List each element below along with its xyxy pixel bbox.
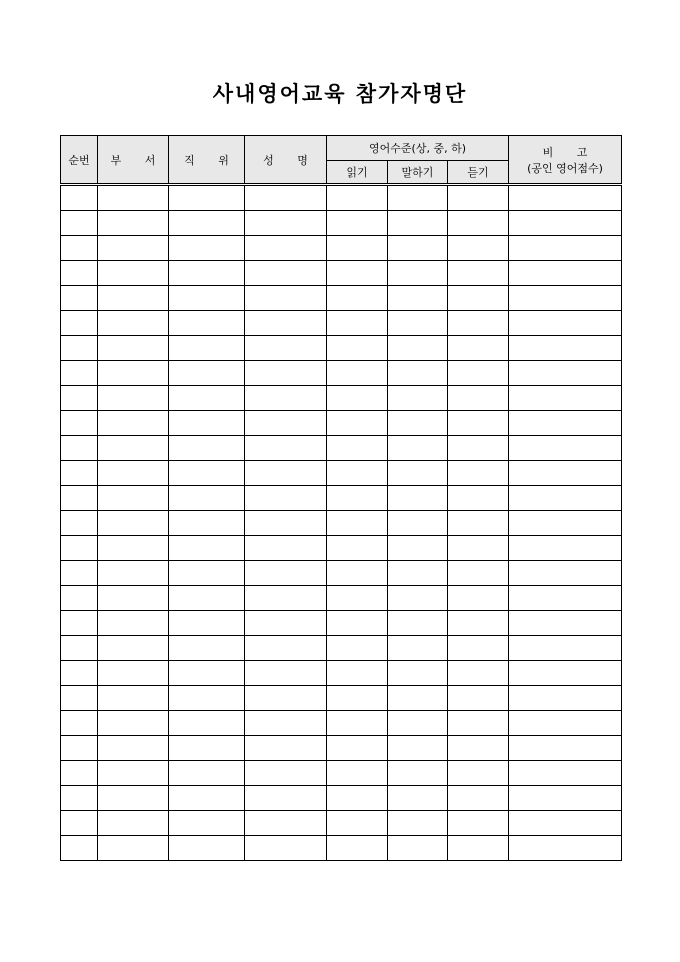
cell-name[interactable] — [245, 311, 327, 336]
cell-remarks[interactable] — [509, 836, 622, 861]
cell-name[interactable] — [245, 236, 327, 261]
cell-no[interactable] — [61, 185, 98, 211]
header-department — [98, 136, 169, 185]
header-position — [169, 136, 245, 185]
cell-position[interactable] — [169, 786, 245, 811]
cell-remarks[interactable] — [509, 286, 622, 311]
cell-remarks[interactable] — [509, 636, 622, 661]
cell-reading[interactable] — [327, 436, 388, 461]
table-row — [61, 661, 622, 686]
cell-listening[interactable] — [448, 336, 509, 361]
cell-remarks[interactable] — [509, 436, 622, 461]
cell-speaking[interactable] — [388, 611, 448, 636]
cell-remarks[interactable] — [509, 311, 622, 336]
cell-no[interactable] — [61, 736, 98, 761]
cell-name[interactable] — [245, 686, 327, 711]
table-row — [61, 586, 622, 611]
header-speaking: 말하기 — [388, 161, 448, 185]
cell-listening[interactable] — [448, 686, 509, 711]
cell-reading[interactable] — [327, 536, 388, 561]
cell-remarks[interactable] — [509, 185, 622, 211]
table-row — [61, 611, 622, 636]
cell-speaking[interactable] — [388, 261, 448, 286]
cell-reading[interactable] — [327, 661, 388, 686]
cell-no[interactable] — [61, 461, 98, 486]
cell-position[interactable] — [169, 736, 245, 761]
cell-reading[interactable] — [327, 736, 388, 761]
cell-remarks[interactable] — [509, 561, 622, 586]
table-row — [61, 811, 622, 836]
cell-department[interactable] — [98, 236, 169, 261]
cell-name[interactable] — [245, 361, 327, 386]
cell-speaking[interactable] — [388, 586, 448, 611]
cell-department[interactable] — [98, 361, 169, 386]
cell-no[interactable] — [61, 561, 98, 586]
table-row — [61, 536, 622, 561]
cell-position[interactable] — [169, 461, 245, 486]
cell-name[interactable] — [245, 661, 327, 686]
cell-listening[interactable] — [448, 211, 509, 236]
cell-name[interactable] — [245, 411, 327, 436]
cell-department[interactable] — [98, 436, 169, 461]
cell-no[interactable] — [61, 586, 98, 611]
cell-listening[interactable] — [448, 486, 509, 511]
cell-position[interactable] — [169, 836, 245, 861]
cell-position[interactable] — [169, 336, 245, 361]
table-row — [61, 636, 622, 661]
cell-reading[interactable] — [327, 511, 388, 536]
cell-speaking[interactable] — [388, 636, 448, 661]
cell-department[interactable] — [98, 286, 169, 311]
cell-name[interactable] — [245, 586, 327, 611]
cell-no[interactable] — [61, 511, 98, 536]
cell-no[interactable] — [61, 411, 98, 436]
cell-department[interactable] — [98, 311, 169, 336]
cell-position[interactable] — [169, 811, 245, 836]
cell-department[interactable] — [98, 211, 169, 236]
cell-department[interactable] — [98, 636, 169, 661]
table-row — [61, 786, 622, 811]
cell-speaking[interactable] — [388, 185, 448, 211]
cell-name[interactable] — [245, 536, 327, 561]
cell-speaking[interactable] — [388, 561, 448, 586]
cell-no[interactable] — [61, 311, 98, 336]
cell-name[interactable] — [245, 386, 327, 411]
cell-position[interactable] — [169, 611, 245, 636]
table-row — [61, 511, 622, 536]
cell-remarks[interactable] — [509, 261, 622, 286]
cell-reading[interactable] — [327, 811, 388, 836]
cell-speaking[interactable] — [388, 511, 448, 536]
cell-position[interactable] — [169, 386, 245, 411]
cell-listening[interactable] — [448, 536, 509, 561]
header-remarks — [509, 136, 622, 185]
cell-position[interactable] — [169, 436, 245, 461]
cell-reading[interactable] — [327, 286, 388, 311]
cell-no[interactable] — [61, 686, 98, 711]
cell-reading[interactable] — [327, 411, 388, 436]
participant-table — [60, 135, 622, 861]
cell-reading[interactable] — [327, 686, 388, 711]
cell-listening[interactable] — [448, 636, 509, 661]
cell-remarks[interactable] — [509, 361, 622, 386]
cell-speaking[interactable] — [388, 211, 448, 236]
cell-listening[interactable] — [448, 661, 509, 686]
cell-no[interactable] — [61, 386, 98, 411]
table-row — [61, 711, 622, 736]
cell-listening[interactable] — [448, 736, 509, 761]
table-row — [61, 386, 622, 411]
cell-listening[interactable] — [448, 511, 509, 536]
table-row — [61, 736, 622, 761]
cell-no[interactable] — [61, 811, 98, 836]
cell-no[interactable] — [61, 836, 98, 861]
cell-reading[interactable] — [327, 561, 388, 586]
cell-department[interactable] — [98, 511, 169, 536]
cell-reading[interactable] — [327, 836, 388, 861]
cell-reading[interactable] — [327, 611, 388, 636]
cell-remarks[interactable] — [509, 411, 622, 436]
cell-position[interactable] — [169, 236, 245, 261]
cell-remarks[interactable] — [509, 511, 622, 536]
cell-remarks[interactable] — [509, 611, 622, 636]
cell-listening[interactable] — [448, 761, 509, 786]
cell-reading[interactable] — [327, 586, 388, 611]
cell-department[interactable] — [98, 736, 169, 761]
cell-speaking[interactable] — [388, 336, 448, 361]
cell-no[interactable] — [61, 261, 98, 286]
cell-department[interactable] — [98, 185, 169, 211]
cell-name[interactable] — [245, 736, 327, 761]
cell-department[interactable] — [98, 561, 169, 586]
cell-no[interactable] — [61, 786, 98, 811]
cell-reading[interactable] — [327, 636, 388, 661]
cell-no[interactable] — [61, 211, 98, 236]
cell-department[interactable] — [98, 261, 169, 286]
cell-listening[interactable] — [448, 461, 509, 486]
cell-speaking[interactable] — [388, 236, 448, 261]
cell-reading[interactable] — [327, 236, 388, 261]
cell-no[interactable] — [61, 361, 98, 386]
cell-name[interactable] — [245, 261, 327, 286]
cell-department[interactable] — [98, 461, 169, 486]
cell-reading[interactable] — [327, 711, 388, 736]
cell-listening[interactable] — [448, 836, 509, 861]
cell-speaking[interactable] — [388, 761, 448, 786]
cell-listening[interactable] — [448, 436, 509, 461]
cell-reading[interactable] — [327, 311, 388, 336]
table-header — [61, 136, 622, 185]
cell-position[interactable] — [169, 411, 245, 436]
cell-remarks[interactable] — [509, 711, 622, 736]
cell-reading[interactable] — [327, 211, 388, 236]
cell-position[interactable] — [169, 536, 245, 561]
header-reading: 읽기 — [327, 161, 388, 185]
cell-speaking[interactable] — [388, 661, 448, 686]
cell-department[interactable] — [98, 336, 169, 361]
cell-no[interactable] — [61, 286, 98, 311]
cell-remarks[interactable] — [509, 686, 622, 711]
cell-position[interactable] — [169, 261, 245, 286]
cell-no[interactable] — [61, 486, 98, 511]
table-row — [61, 436, 622, 461]
cell-speaking[interactable] — [388, 436, 448, 461]
cell-remarks[interactable] — [509, 336, 622, 361]
cell-no[interactable] — [61, 536, 98, 561]
cell-remarks[interactable] — [509, 586, 622, 611]
cell-department[interactable] — [98, 611, 169, 636]
cell-remarks[interactable] — [509, 811, 622, 836]
cell-position[interactable] — [169, 211, 245, 236]
table-row — [61, 561, 622, 586]
cell-position[interactable] — [169, 586, 245, 611]
cell-listening[interactable] — [448, 236, 509, 261]
cell-position[interactable] — [169, 661, 245, 686]
table-row — [61, 311, 622, 336]
cell-name[interactable] — [245, 561, 327, 586]
cell-reading[interactable] — [327, 461, 388, 486]
header-no: 순번 — [61, 136, 98, 185]
cell-remarks[interactable] — [509, 486, 622, 511]
cell-position[interactable] — [169, 286, 245, 311]
cell-remarks[interactable] — [509, 786, 622, 811]
cell-speaking[interactable] — [388, 486, 448, 511]
header-name-label: 성 명 — [263, 153, 318, 167]
table-row — [61, 236, 622, 261]
header-name — [245, 136, 327, 185]
cell-speaking[interactable] — [388, 361, 448, 386]
cell-name[interactable] — [245, 336, 327, 361]
cell-no[interactable] — [61, 336, 98, 361]
cell-name[interactable] — [245, 286, 327, 311]
cell-listening[interactable] — [448, 185, 509, 211]
cell-name[interactable] — [245, 511, 327, 536]
cell-reading[interactable] — [327, 261, 388, 286]
cell-listening[interactable] — [448, 611, 509, 636]
cell-remarks[interactable] — [509, 386, 622, 411]
cell-listening[interactable] — [448, 711, 509, 736]
cell-department[interactable] — [98, 486, 169, 511]
cell-speaking[interactable] — [388, 286, 448, 311]
header-remarks-sub: (공인 영어점수) — [527, 161, 603, 175]
table-row — [61, 411, 622, 436]
cell-remarks[interactable] — [509, 536, 622, 561]
cell-remarks[interactable] — [509, 761, 622, 786]
cell-remarks[interactable] — [509, 736, 622, 761]
cell-name[interactable] — [245, 836, 327, 861]
cell-listening[interactable] — [448, 261, 509, 286]
cell-department[interactable] — [98, 686, 169, 711]
cell-department[interactable] — [98, 661, 169, 686]
cell-speaking[interactable] — [388, 536, 448, 561]
table-row — [61, 185, 622, 211]
cell-position[interactable] — [169, 486, 245, 511]
cell-position[interactable] — [169, 511, 245, 536]
cell-name[interactable] — [245, 211, 327, 236]
cell-position[interactable] — [169, 361, 245, 386]
cell-department[interactable] — [98, 411, 169, 436]
table-row — [61, 211, 622, 236]
cell-reading[interactable] — [327, 786, 388, 811]
table-body — [61, 185, 622, 861]
cell-reading[interactable] — [327, 361, 388, 386]
cell-speaking[interactable] — [388, 686, 448, 711]
cell-name[interactable] — [245, 811, 327, 836]
cell-name[interactable] — [245, 761, 327, 786]
cell-listening[interactable] — [448, 561, 509, 586]
cell-department[interactable] — [98, 386, 169, 411]
cell-speaking[interactable] — [388, 711, 448, 736]
cell-remarks[interactable] — [509, 236, 622, 261]
cell-speaking[interactable] — [388, 786, 448, 811]
header-position-label: 직 위 — [184, 153, 239, 167]
cell-position[interactable] — [169, 311, 245, 336]
cell-no[interactable] — [61, 236, 98, 261]
cell-position[interactable] — [169, 636, 245, 661]
cell-position[interactable] — [169, 185, 245, 211]
cell-name[interactable] — [245, 436, 327, 461]
cell-reading[interactable] — [327, 486, 388, 511]
cell-name[interactable] — [245, 185, 327, 211]
cell-department[interactable] — [98, 586, 169, 611]
cell-speaking[interactable] — [388, 836, 448, 861]
cell-no[interactable] — [61, 711, 98, 736]
cell-no[interactable] — [61, 761, 98, 786]
cell-name[interactable] — [245, 461, 327, 486]
cell-speaking[interactable] — [388, 311, 448, 336]
cell-remarks[interactable] — [509, 661, 622, 686]
cell-department[interactable] — [98, 786, 169, 811]
cell-no[interactable] — [61, 436, 98, 461]
cell-department[interactable] — [98, 836, 169, 861]
cell-reading[interactable] — [327, 386, 388, 411]
cell-no[interactable] — [61, 661, 98, 686]
cell-speaking[interactable] — [388, 411, 448, 436]
table-row — [61, 461, 622, 486]
table-row — [61, 486, 622, 511]
cell-no[interactable] — [61, 611, 98, 636]
cell-listening[interactable] — [448, 361, 509, 386]
cell-listening[interactable] — [448, 286, 509, 311]
cell-listening[interactable] — [448, 386, 509, 411]
cell-department[interactable] — [98, 711, 169, 736]
cell-remarks[interactable] — [509, 211, 622, 236]
header-department-label: 부 서 — [110, 153, 166, 167]
cell-position[interactable] — [169, 686, 245, 711]
cell-name[interactable] — [245, 711, 327, 736]
header-english-level: 영어수준(상, 중, 하) — [327, 136, 509, 161]
table-row — [61, 836, 622, 861]
cell-remarks[interactable] — [509, 461, 622, 486]
table-row — [61, 761, 622, 786]
cell-position[interactable] — [169, 761, 245, 786]
cell-listening[interactable] — [448, 786, 509, 811]
cell-speaking[interactable] — [388, 736, 448, 761]
cell-name[interactable] — [245, 786, 327, 811]
cell-reading[interactable] — [327, 761, 388, 786]
cell-reading[interactable] — [327, 185, 388, 211]
table-row — [61, 686, 622, 711]
cell-listening[interactable] — [448, 411, 509, 436]
cell-position[interactable] — [169, 561, 245, 586]
cell-listening[interactable] — [448, 811, 509, 836]
cell-no[interactable] — [61, 636, 98, 661]
table-row — [61, 261, 622, 286]
cell-department[interactable] — [98, 761, 169, 786]
cell-department[interactable] — [98, 811, 169, 836]
cell-department[interactable] — [98, 536, 169, 561]
header-remarks-label: 비 고 — [542, 145, 598, 159]
cell-speaking[interactable] — [388, 386, 448, 411]
cell-listening[interactable] — [448, 311, 509, 336]
cell-position[interactable] — [169, 711, 245, 736]
table-row — [61, 361, 622, 386]
table-row — [61, 336, 622, 361]
cell-name[interactable] — [245, 611, 327, 636]
cell-listening[interactable] — [448, 586, 509, 611]
cell-speaking[interactable] — [388, 461, 448, 486]
cell-name[interactable] — [245, 486, 327, 511]
cell-reading[interactable] — [327, 336, 388, 361]
cell-speaking[interactable] — [388, 811, 448, 836]
table-row — [61, 286, 622, 311]
page-title: 사내영어교육 참가자명단 — [212, 81, 468, 106]
header-listening: 듣기 — [448, 161, 509, 185]
cell-name[interactable] — [245, 636, 327, 661]
